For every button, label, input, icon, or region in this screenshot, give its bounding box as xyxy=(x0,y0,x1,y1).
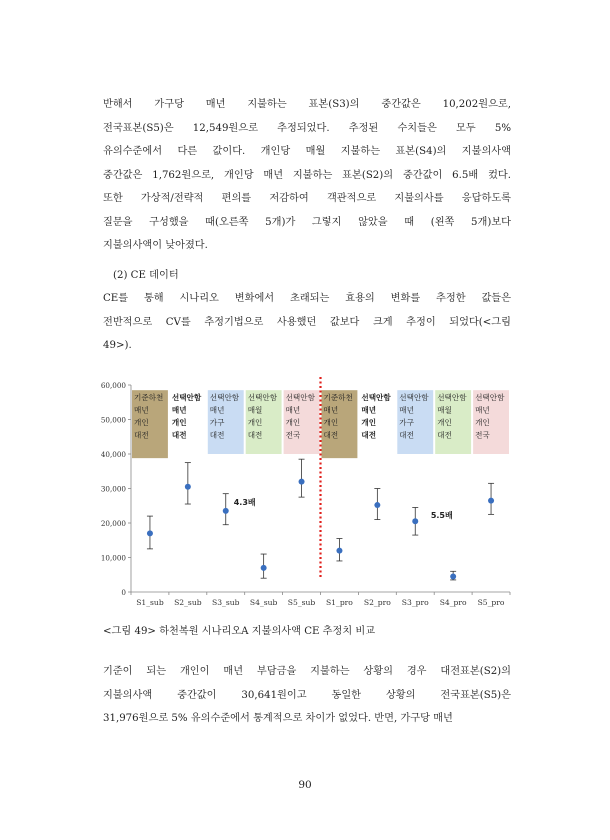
x-tick-label: S4_sub xyxy=(249,598,278,607)
data-point xyxy=(147,530,153,536)
category-box-text: 매년 xyxy=(323,405,339,415)
data-point xyxy=(185,484,191,490)
page-number: 90 xyxy=(298,779,312,791)
category-box-text: 대전 xyxy=(171,430,187,440)
x-tick-label: S5_sub xyxy=(287,598,316,607)
text-line: 유의수준에서 다른 값이다. 개인당 매월 지불하는 표본(S4)의 지불의사액 xyxy=(103,146,511,157)
category-box-text: 선택안함 xyxy=(437,393,467,403)
figure-caption: <그림 49> 하천복원 시나리오A 지불의사액 CE 추정치 비교 xyxy=(103,626,376,637)
category-box-text: 매년 xyxy=(285,405,301,415)
data-point xyxy=(488,498,494,504)
category-box-text: 매년 xyxy=(134,405,149,415)
category-box-text: 개인 xyxy=(247,418,263,428)
data-point xyxy=(299,479,305,485)
category-box-text: 매년 xyxy=(475,405,490,415)
text-line: 49>). xyxy=(103,340,132,351)
category-boxes xyxy=(132,377,509,578)
data-point xyxy=(412,518,418,524)
category-box-text: 전국 xyxy=(285,430,301,440)
data-point xyxy=(336,548,342,554)
annotations xyxy=(234,497,453,520)
ratio-annotation: 5.5배 xyxy=(430,510,453,520)
y-tick-label: 50,000 xyxy=(100,415,126,425)
text-line: 31,976원으로 5% 유의수준에서 통계적으로 차이가 없었다. 반면, 가구당 매년 xyxy=(103,713,453,724)
category-box-text: 개인 xyxy=(437,418,452,428)
data-points xyxy=(147,479,494,580)
paragraph-2 xyxy=(103,287,511,358)
x-tick-label: S3_sub xyxy=(212,598,240,607)
category-box-text: 매년 xyxy=(171,405,187,415)
text-line: 지불의사액이 낮아졌다. xyxy=(103,240,208,251)
category-box-text: 개인 xyxy=(285,418,301,428)
category-box-text: 대전 xyxy=(209,430,225,440)
wtp-chart xyxy=(98,372,518,617)
x-tick-label: S5_pro xyxy=(477,598,505,607)
category-box-text: 매년 xyxy=(209,405,225,415)
category-box-text: 대전 xyxy=(399,430,414,440)
category-box-text: 개인 xyxy=(134,418,149,428)
category-box-text: 매월 xyxy=(437,405,452,415)
section-heading: (2) CE 데이터 xyxy=(113,270,179,281)
y-tick-label: 20,000 xyxy=(100,519,126,528)
text-line: 반해서 가구당 매년 지불하는 표본(S3)의 중간값은 10,202원으로, xyxy=(103,99,511,110)
x-tick-label: S1_sub xyxy=(136,598,164,607)
category-box-text: 선택안함 xyxy=(475,393,505,403)
category-box-text: 기준하천 xyxy=(323,393,353,403)
category-box-text: 개인 xyxy=(323,418,339,428)
x-tick-label: S1_pro xyxy=(325,598,353,607)
y-tick-label: 10,000 xyxy=(100,553,126,563)
category-box-text: 개인 xyxy=(475,418,490,428)
category-box-text: 선택안함 xyxy=(247,393,278,403)
text-line: 지불의사액 중간값이 30,641원이고 동일한 상황의 전국표본(S5)은 xyxy=(103,689,511,701)
category-box-text: 개인 xyxy=(171,418,187,428)
text-line: 전국표본(S5)은 12,549원으로 추정되었다. 추정된 수치들은 모두 5% xyxy=(103,122,511,134)
text-line: 기준이 되는 개인이 매년 부담금을 지불하는 상황의 경우 대전표본(S2)의 xyxy=(103,666,511,677)
category-box-text: 매월 xyxy=(247,405,263,415)
data-point xyxy=(374,502,380,508)
category-box-text: 선택안함 xyxy=(399,393,429,403)
category-box-text: 선택안함 xyxy=(361,393,391,403)
x-tick-label: S2_pro xyxy=(363,598,391,607)
paragraph-1 xyxy=(103,93,511,258)
ratio-annotation: 4.3배 xyxy=(233,498,256,508)
text-line: 전반적으로 CV를 추정기법으로 사용했던 값보다 크게 추정이 되었다(<그림 xyxy=(103,316,511,328)
category-box-text: 전국 xyxy=(475,430,490,440)
text-line: CE를 통해 시나리오 변화에서 초래되는 효용의 변화를 추정한 값들은 xyxy=(103,293,511,304)
text-line: 중간값은 1,762원으로, 개인당 매년 지불하는 표본(S2)의 중간값이 6.5배 컸다. xyxy=(103,169,511,181)
text-line: 또한 가상적/전략적 편의를 저감하여 객관적으로 지불의사를 응답하도록 xyxy=(103,193,511,204)
x-tick-label: S4_pro xyxy=(439,598,467,607)
x-axis-labels xyxy=(136,598,505,607)
category-box-text: 대전 xyxy=(361,430,377,440)
y-tick-label: 0 xyxy=(121,588,126,597)
y-tick-label: 40,000 xyxy=(100,450,126,459)
y-tick-label: 60,000 xyxy=(100,381,126,390)
data-point xyxy=(223,508,229,514)
y-tick-label: 30,000 xyxy=(100,484,126,494)
category-box-text: 선택안함 xyxy=(285,393,315,403)
x-tick-label: S2_sub xyxy=(174,598,202,607)
category-box-text: 선택안함 xyxy=(209,393,240,403)
x-tick-label: S3_pro xyxy=(401,598,429,607)
category-box-text: 매년 xyxy=(399,405,414,415)
category-box-text: 선택안함 xyxy=(171,393,202,403)
category-box-text: 개인 xyxy=(361,418,377,428)
category-box-text: 기준하천 xyxy=(134,393,164,403)
category-box-text: 대전 xyxy=(247,430,263,440)
category-box-text: 대전 xyxy=(323,430,339,440)
text-line: 질문을 구성했을 때(오른쪽 5개)가 그렇지 않았을 때 (왼쪽 5개)보다 xyxy=(103,216,511,228)
category-box-text: 가구 xyxy=(399,418,414,428)
category-box-text: 매년 xyxy=(361,405,377,415)
category-box-text: 가구 xyxy=(209,418,225,428)
category-box-text: 대전 xyxy=(134,430,149,440)
data-point xyxy=(450,573,456,579)
category-box-text: 대전 xyxy=(437,430,452,440)
data-point xyxy=(261,565,267,571)
paragraph-3 xyxy=(103,660,511,731)
